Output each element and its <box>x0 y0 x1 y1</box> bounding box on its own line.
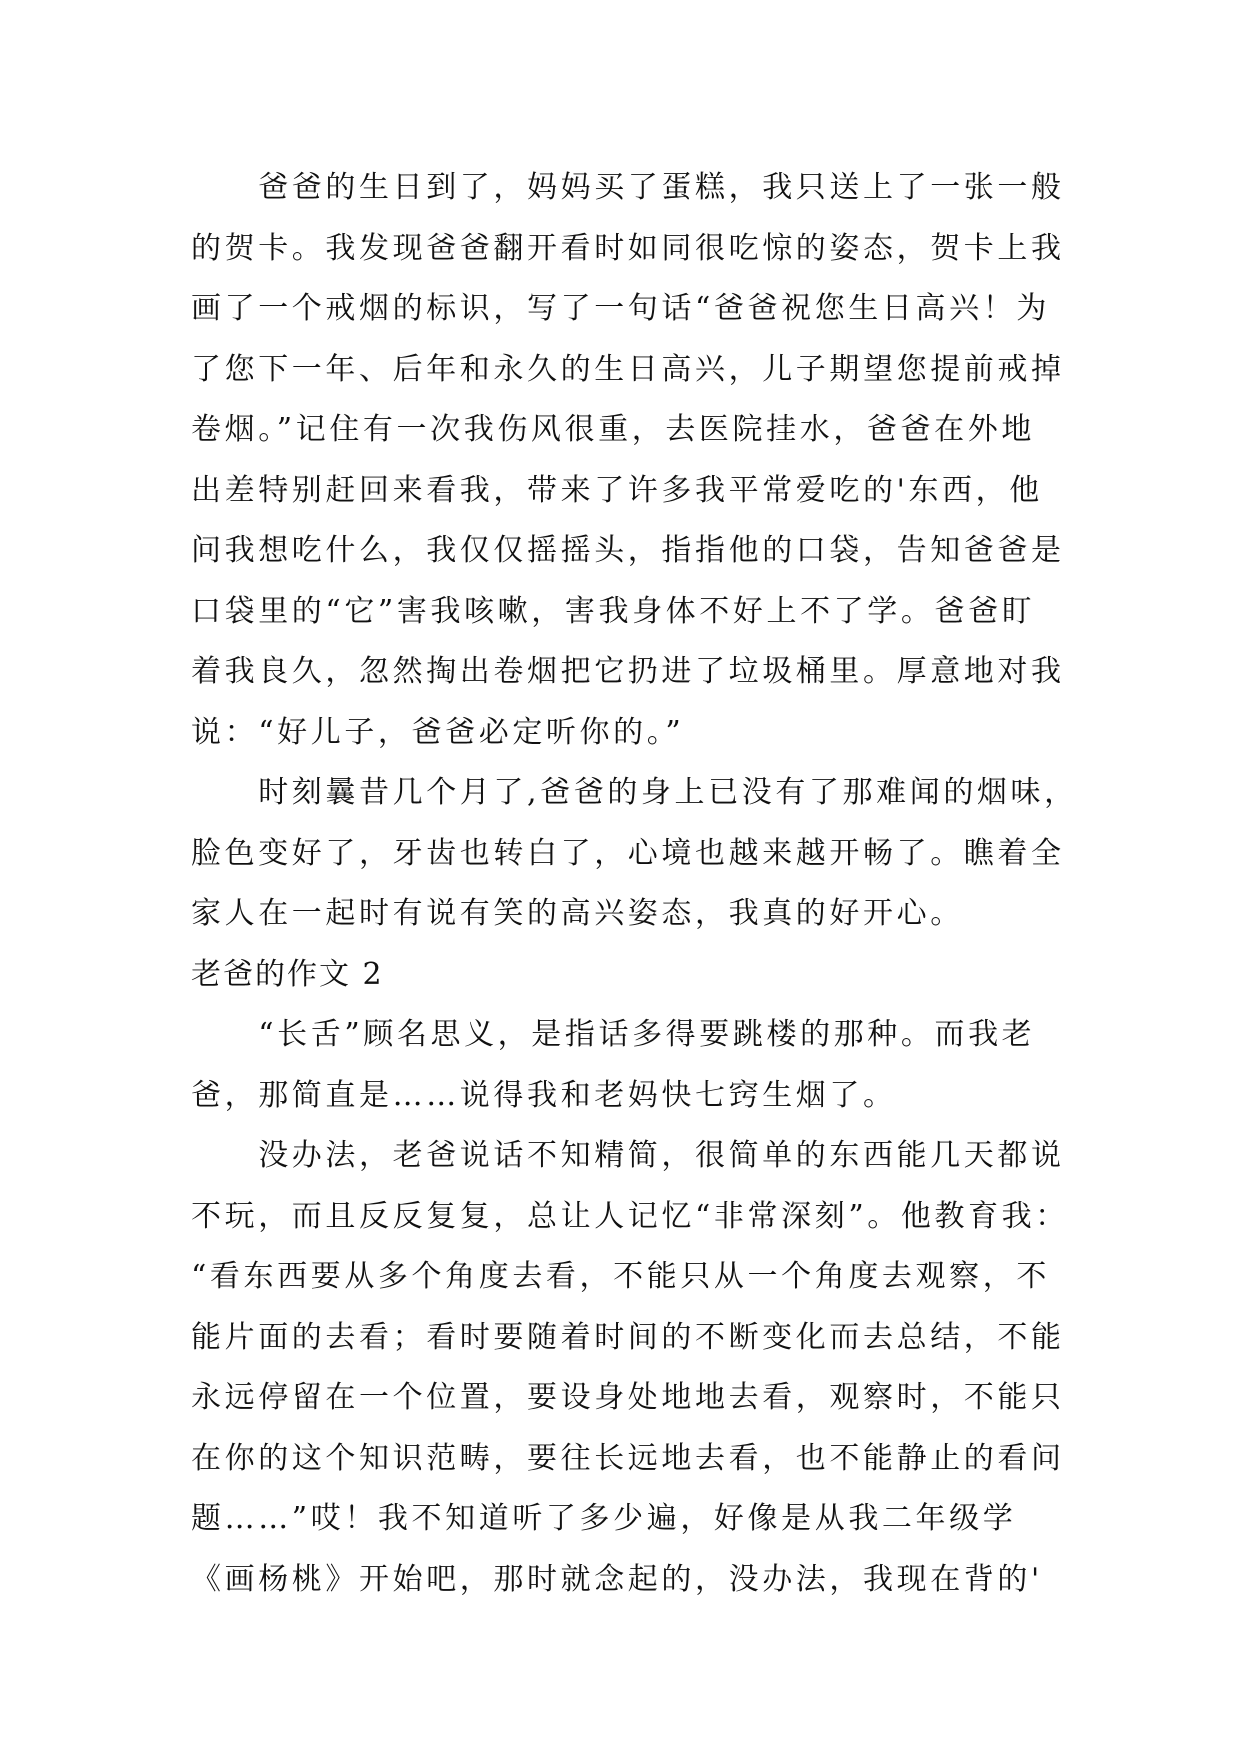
paragraph-line: 爸，那简直是……说得我和老妈快七窍生烟了。 <box>191 1077 897 1113</box>
paragraph-line: 口袋里的“它”害我咳嗽，害我身体不好上不了学。爸爸盯 <box>191 593 1036 629</box>
paragraph-line: 能片面的去看；看时要随着时间的不断变化而去总结，不能 <box>191 1319 1065 1355</box>
paragraph-line: 着我良久，忽然掏出卷烟把它扔进了垃圾桶里。厚意地对我 <box>191 654 1065 689</box>
paragraph-line: 爸爸的生日到了，妈妈买了蛋糕，我只送上了一张一般 <box>191 170 1065 205</box>
paragraph-line: 出差特别赶回来看我，带来了许多我平常爱吃的'东西，他 <box>191 472 1043 508</box>
paragraph-line: 脸色变好了，牙齿也转白了，心境也越来越开畅了。瞧着全 <box>191 835 1065 871</box>
paragraph-line: 题……”哎！我不知道听了多少遍，好像是从我二年级学 <box>191 1501 1017 1536</box>
essay-body <box>191 158 1091 1610</box>
paragraph-line: “看东西要从多个角度去看，不能只从一个角度去观察，不 <box>191 1259 1050 1294</box>
paragraph-line: 了您下一年、后年和永久的生日高兴，儿子期望您提前戒掉 <box>191 351 1065 387</box>
paragraph-line: 在你的这个知识范畴，要往长远地去看，也不能静止的看问 <box>191 1440 1065 1476</box>
paragraph-line: 没办法，老爸说话不知精简，很简单的东西能几天都说 <box>191 1138 1065 1173</box>
paragraph-line: 问我想吃什么，我仅仅摇摇头，指指他的口袋，告知爸爸是 <box>191 533 1065 568</box>
paragraph-line: 说：“好儿子，爸爸必定听你的。” <box>191 714 685 750</box>
paragraph-line: 家人在一起时有说有笑的高兴姿态，我真的好开心。 <box>191 896 964 931</box>
paragraph-line: 时刻曩昔几个月了,爸爸的身上已没有了那难闻的烟味， <box>191 775 1078 810</box>
paragraph-line: 画了一个戒烟的标识，写了一句话“爸爸祝您生日高兴！为 <box>191 291 1050 326</box>
paragraph-line: 的贺卡。我发现爸爸翻开看时如同很吃惊的姿态，贺卡上我 <box>191 230 1065 266</box>
paragraph-line: 卷烟。”记住有一次我伤风很重，去医院挂水，爸爸在外地 <box>191 412 1035 447</box>
section-heading: 老爸的作文 2 <box>191 956 384 992</box>
paragraph-line: 《画杨桃》开始吧，那时就念起的，没办法，我现在背的' <box>191 1561 1043 1597</box>
paragraph-line: 不玩，而且反反复复，总让人记忆“非常深刻”。他教育我： <box>191 1198 1069 1234</box>
paragraph-line: 永远停留在一个位置，要设身处地地去看，观察时，不能只 <box>191 1380 1065 1415</box>
paragraph-line: “长舌”顾名思义，是指话多得要跳楼的那种。而我老 <box>191 1017 1036 1052</box>
